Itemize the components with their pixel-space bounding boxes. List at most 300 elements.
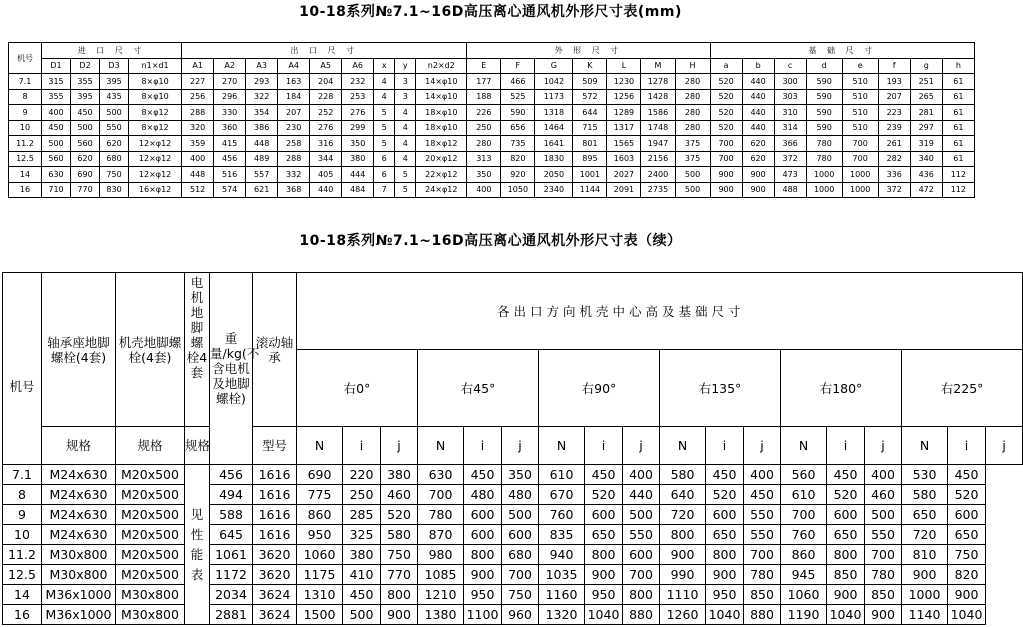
table-cell: 620 <box>100 136 129 152</box>
table-cell: 1947 <box>641 136 675 152</box>
table-cell: 230 <box>278 120 310 136</box>
table-cell: 372 <box>878 182 910 198</box>
table1-title: 10-18系列№7.1~16D高压离心通风机外形尺寸表(mm) <box>299 4 682 20</box>
table-cell: 325 <box>343 525 381 545</box>
table-cell: 315 <box>42 74 71 90</box>
table-cell: 297 <box>910 120 942 136</box>
table-cell: 895 <box>573 151 607 167</box>
table-cell: 600 <box>502 525 539 545</box>
table-cell: 18×φ10 <box>416 120 467 136</box>
table-cell: 456 <box>214 151 246 167</box>
table-cell: 650 <box>827 525 865 545</box>
table-cell: 700 <box>502 565 539 585</box>
table-cell: 270 <box>214 74 246 90</box>
table-cell: 435 <box>100 89 129 105</box>
table-cell: 1464 <box>535 120 573 136</box>
table-cell: 1616 <box>253 525 297 545</box>
table-cell: 12×φ12 <box>129 151 182 167</box>
table-cell: 620 <box>742 151 774 167</box>
table-cell: 220 <box>343 465 381 485</box>
table-cell: 3620 <box>253 565 297 585</box>
table-cell: 332 <box>278 167 310 183</box>
table-row <box>9 120 975 136</box>
table-cell: 4 <box>395 136 416 152</box>
table-cell: 293 <box>246 74 278 90</box>
table-cell: 282 <box>878 151 910 167</box>
col-header: n2×d2 <box>416 58 467 74</box>
table-cell: 800 <box>623 585 660 605</box>
table-cell: 900 <box>710 167 742 183</box>
table-cell: 450 <box>827 465 865 485</box>
header-base: 基 础 尺 寸 <box>710 43 974 59</box>
table-cell: 500 <box>675 167 710 183</box>
table-cell: 700 <box>781 505 827 525</box>
table-cell: 4 <box>395 120 416 136</box>
table-cell: 500 <box>343 605 381 625</box>
direction-header: 右225° <box>902 350 1023 427</box>
table-cell: 700 <box>865 545 902 565</box>
table-row <box>9 182 975 198</box>
table-cell: M20x500 <box>116 505 185 525</box>
table-cell: 520 <box>706 485 744 505</box>
table-cell: 900 <box>660 545 706 565</box>
table-cell: 590 <box>806 105 842 121</box>
table-cell: 1318 <box>535 105 573 121</box>
table-cell: 163 <box>278 74 310 90</box>
table-cell: 355 <box>42 89 71 105</box>
table-cell: 656 <box>501 120 535 136</box>
header2-spec3: 规格 <box>185 427 210 465</box>
table-cell: M20x500 <box>116 465 185 485</box>
table-cell: 520 <box>585 485 623 505</box>
table-cell: 1061 <box>210 545 253 565</box>
table-cell: 780 <box>744 565 781 585</box>
table-cell: 8×φ12 <box>129 105 182 121</box>
table-cell: 550 <box>865 525 902 545</box>
table-cell: 520 <box>948 485 986 505</box>
row-machine-no: 12.5 <box>3 565 42 585</box>
table-cell: 1586 <box>641 105 675 121</box>
table-cell: 1140 <box>902 605 948 625</box>
table-cell: 344 <box>310 151 342 167</box>
sub-col-header: i <box>343 427 381 465</box>
table-cell: 440 <box>742 105 774 121</box>
table-cell: 500 <box>71 120 100 136</box>
table-cell: 510 <box>842 120 878 136</box>
table-cell: 330 <box>214 105 246 121</box>
table-cell: 280 <box>675 120 710 136</box>
table-cell: 680 <box>502 545 539 565</box>
table-cell: 448 <box>182 167 214 183</box>
table-cell: 557 <box>246 167 278 183</box>
col-header: x <box>374 58 395 74</box>
table-cell: M36x1000 <box>42 605 116 625</box>
table-cell: 14×φ10 <box>416 89 467 105</box>
sub-col-header: N <box>902 427 948 465</box>
table-cell: 18×φ10 <box>416 105 467 121</box>
table-cell: 336 <box>878 167 910 183</box>
table-cell: 299 <box>342 120 374 136</box>
table-cell: 1172 <box>210 565 253 585</box>
table-cell: 1616 <box>253 485 297 505</box>
table-cell: 900 <box>710 182 742 198</box>
row-machine-no: 14 <box>9 167 42 183</box>
header2-bearing-bolt: 轴承座地脚螺栓(4套) <box>42 273 116 427</box>
table-cell: 1175 <box>297 565 343 585</box>
table-cell: 700 <box>623 565 660 585</box>
table-cell: 494 <box>210 485 253 505</box>
table-cell: 820 <box>501 151 535 167</box>
header-inlet: 进 口 尺 寸 <box>42 43 182 59</box>
table-cell: 310 <box>774 105 806 121</box>
table-cell: 61 <box>942 136 974 152</box>
table-cell: 316 <box>310 136 342 152</box>
table-cell: 775 <box>297 485 343 505</box>
sub-col-header: j <box>744 427 781 465</box>
table-cell: 280 <box>675 74 710 90</box>
table-cell: 1085 <box>418 565 464 585</box>
table-cell: 350 <box>342 136 374 152</box>
table-cell: 3624 <box>253 585 297 605</box>
table-cell: 355 <box>71 74 100 90</box>
table-cell: 850 <box>865 585 902 605</box>
table-cell: 2156 <box>641 151 675 167</box>
table-cell: 1260 <box>660 605 706 625</box>
table-cell: 530 <box>902 465 948 485</box>
table-cell: 4 <box>374 74 395 90</box>
table-cell: M24x630 <box>42 485 116 505</box>
table-cell: 880 <box>623 605 660 625</box>
table-cell: 950 <box>585 585 623 605</box>
table-cell: 510 <box>842 74 878 90</box>
table-cell: 1040 <box>585 605 623 625</box>
table-cell: 2881 <box>210 605 253 625</box>
table-cell: 600 <box>827 505 865 525</box>
table-cell: 950 <box>297 525 343 545</box>
table-cell: M20x500 <box>116 525 185 545</box>
direction-header: 右90° <box>539 350 660 427</box>
table-cell: 8×φ12 <box>129 120 182 136</box>
table-cell: 466 <box>501 74 535 90</box>
table-cell: 5 <box>395 167 416 183</box>
table-cell: 440 <box>742 120 774 136</box>
table-cell: 61 <box>942 151 974 167</box>
table-cell: 5 <box>395 182 416 198</box>
table-cell: 2400 <box>641 167 675 183</box>
sub-col-header: i <box>827 427 865 465</box>
table-cell: 5 <box>374 105 395 121</box>
table-cell: 258 <box>278 136 310 152</box>
table-cell: 780 <box>806 151 842 167</box>
table-cell: 1748 <box>641 120 675 136</box>
row-machine-no: 10 <box>9 120 42 136</box>
col-header: e <box>842 58 878 74</box>
table-cell: M20x500 <box>116 545 185 565</box>
table-cell: 1310 <box>297 585 343 605</box>
row-machine-no: 8 <box>3 485 42 505</box>
header2-center-height: 各出口方向机壳中心高及基础尺寸 <box>297 273 1023 350</box>
table-cell: 4 <box>395 151 416 167</box>
table-cell: 509 <box>573 74 607 90</box>
table-cell: 6 <box>374 167 395 183</box>
direction-header: 右135° <box>660 350 781 427</box>
table-cell: 276 <box>310 120 342 136</box>
table-cell: 600 <box>464 505 502 525</box>
row-machine-no: 12.5 <box>9 151 42 167</box>
header2-casing-bolt: 机壳地脚螺栓(4套) <box>116 273 185 427</box>
table-cell: 850 <box>827 565 865 585</box>
table-cell: 440 <box>742 89 774 105</box>
table-cell: 3620 <box>253 545 297 565</box>
table-cell: M30x800 <box>116 585 185 605</box>
table-cell: 560 <box>781 465 827 485</box>
table-cell: 700 <box>710 151 742 167</box>
table-cell: 460 <box>381 485 418 505</box>
table-cell: 520 <box>827 485 865 505</box>
table-cell: 700 <box>842 151 878 167</box>
table-cell: 3624 <box>253 605 297 625</box>
sub-col-header: j <box>623 427 660 465</box>
table-cell: 650 <box>706 525 744 545</box>
table-cell: 366 <box>774 136 806 152</box>
table-cell: 7 <box>374 182 395 198</box>
header2-weight: 重量/kg(不含电机及地脚螺栓) <box>210 273 253 465</box>
table-cell: 770 <box>381 565 418 585</box>
table-cell: 232 <box>342 74 374 90</box>
table-cell: 456 <box>210 465 253 485</box>
table-cell: 380 <box>342 151 374 167</box>
table-cell: 2027 <box>607 167 641 183</box>
table-cell: 313 <box>467 151 501 167</box>
table-cell: 489 <box>246 151 278 167</box>
table-cell: 600 <box>948 505 986 525</box>
table-cell: 750 <box>381 545 418 565</box>
table-cell: 228 <box>310 89 342 105</box>
col-header: c <box>774 58 806 74</box>
table-cell: 900 <box>742 182 774 198</box>
table-cell: 400 <box>467 182 501 198</box>
table-cell: 375 <box>675 136 710 152</box>
table-cell: 18×φ12 <box>416 136 467 152</box>
table-cell: 520 <box>710 74 742 90</box>
table-cell: 650 <box>585 525 623 545</box>
table-cell: 444 <box>342 167 374 183</box>
table-cell: 8×φ10 <box>129 89 182 105</box>
table-row <box>3 485 1023 505</box>
table-cell: 860 <box>781 545 827 565</box>
sub-col-header: N <box>660 427 706 465</box>
table-cell: 1035 <box>539 565 585 585</box>
table-cell: 1040 <box>948 605 986 625</box>
table-cell: 520 <box>710 105 742 121</box>
table-cell: 480 <box>464 485 502 505</box>
table-cell: 900 <box>706 565 744 585</box>
table-cell: 1500 <box>297 605 343 625</box>
row-machine-no: 14 <box>3 585 42 605</box>
table-cell: 1000 <box>842 182 878 198</box>
table-cell: 800 <box>381 585 418 605</box>
table-cell: 280 <box>675 89 710 105</box>
table-cell: 710 <box>42 182 71 198</box>
dimension-table <box>8 42 975 198</box>
table-cell: 520 <box>710 120 742 136</box>
table-cell: 6 <box>374 151 395 167</box>
table-row <box>3 585 1023 605</box>
table-cell: 112 <box>942 182 974 198</box>
sub-col-header: j <box>502 427 539 465</box>
table-cell: 990 <box>660 565 706 585</box>
table-cell: 340 <box>910 151 942 167</box>
col-header: D2 <box>71 58 100 74</box>
table-cell: 261 <box>878 136 910 152</box>
table-cell: 450 <box>42 120 71 136</box>
table-cell: 600 <box>706 505 744 525</box>
table-cell: 700 <box>842 136 878 152</box>
table-cell: 252 <box>310 105 342 121</box>
table-cell: 572 <box>573 89 607 105</box>
table-cell: 650 <box>902 505 948 525</box>
table-cell: 800 <box>827 545 865 565</box>
sub-col-header: i <box>948 427 986 465</box>
table-cell: 281 <box>910 105 942 121</box>
table-cell: 590 <box>806 89 842 105</box>
table-row <box>9 136 975 152</box>
table-cell: 780 <box>865 565 902 585</box>
table-cell: 380 <box>381 465 418 485</box>
table-cell: 680 <box>100 151 129 167</box>
table-cell: 610 <box>781 485 827 505</box>
table-cell: 3 <box>395 89 416 105</box>
table-cell: 177 <box>467 74 501 90</box>
table-cell: 500 <box>675 182 710 198</box>
col-header: D1 <box>42 58 71 74</box>
table-cell: 630 <box>418 465 464 485</box>
table-cell: 436 <box>910 167 942 183</box>
col-header: h <box>942 58 974 74</box>
table-cell: 1190 <box>781 605 827 625</box>
table-cell: 588 <box>210 505 253 525</box>
table-cell: 700 <box>710 136 742 152</box>
header2-rolling-bearing: 滚动轴承 <box>253 273 297 427</box>
continuation-table <box>2 272 1023 625</box>
table-cell: 314 <box>774 120 806 136</box>
table-cell: 750 <box>100 167 129 183</box>
table-cell: 12×φ12 <box>129 167 182 183</box>
table-cell: 760 <box>539 505 585 525</box>
table-cell: M30x800 <box>42 545 116 565</box>
table-cell: 2735 <box>641 182 675 198</box>
col-header: A1 <box>182 58 214 74</box>
col-header: F <box>501 58 535 74</box>
row-machine-no: 7.1 <box>9 74 42 90</box>
table-cell: 473 <box>774 167 806 183</box>
table-cell: 580 <box>902 485 948 505</box>
col-header: H <box>675 58 710 74</box>
col-header: K <box>573 58 607 74</box>
table-cell: 940 <box>539 545 585 565</box>
sub-col-header: N <box>781 427 827 465</box>
table-row <box>9 89 975 105</box>
table-cell: M20x500 <box>116 485 185 505</box>
table-cell: 560 <box>71 136 100 152</box>
table-cell: 800 <box>660 525 706 545</box>
table-cell: 1050 <box>501 182 535 198</box>
table-cell: 227 <box>182 74 214 90</box>
table-cell: 700 <box>744 545 781 565</box>
table-cell: 500 <box>623 505 660 525</box>
table-cell: 61 <box>942 89 974 105</box>
table-cell: 1210 <box>418 585 464 605</box>
table-cell: 1000 <box>806 182 842 198</box>
table-cell: 448 <box>246 136 278 152</box>
table-cell: 900 <box>948 585 986 605</box>
col-header: A6 <box>342 58 374 74</box>
table-cell: 1278 <box>641 74 675 90</box>
table-row <box>9 74 975 90</box>
table-cell: 670 <box>539 485 585 505</box>
table-cell: 621 <box>246 182 278 198</box>
table-cell: 520 <box>381 505 418 525</box>
table-row <box>3 565 1023 585</box>
table-cell: 2340 <box>535 182 573 198</box>
table-cell: 550 <box>744 525 781 545</box>
table-cell: 2034 <box>210 585 253 605</box>
table-cell: 3 <box>395 74 416 90</box>
table-cell: 251 <box>910 74 942 90</box>
table-cell: 488 <box>774 182 806 198</box>
table-cell: 322 <box>246 89 278 105</box>
table-cell: 735 <box>501 136 535 152</box>
table-cell: 440 <box>623 485 660 505</box>
table-cell: 400 <box>623 465 660 485</box>
table-cell: 285 <box>343 505 381 525</box>
table-cell: M24x630 <box>42 505 116 525</box>
table-cell: 250 <box>467 120 501 136</box>
table-cell: 184 <box>278 89 310 105</box>
table-cell: 280 <box>467 136 501 152</box>
table-cell: 1042 <box>535 74 573 90</box>
table-cell: 1230 <box>607 74 641 90</box>
table-cell: 1428 <box>641 89 675 105</box>
table-cell: 8×φ10 <box>129 74 182 90</box>
table-cell: 516 <box>214 167 246 183</box>
table-cell: 226 <box>467 105 501 121</box>
table-cell: 900 <box>381 605 418 625</box>
table-cell: 800 <box>464 545 502 565</box>
header2-model: 型号 <box>253 427 297 465</box>
col-header: y <box>395 58 416 74</box>
table-cell: 372 <box>774 151 806 167</box>
table-cell: 1641 <box>535 136 573 152</box>
table-cell: 770 <box>71 182 100 198</box>
table-cell: 500 <box>42 136 71 152</box>
row-machine-no: 9 <box>9 105 42 121</box>
table-cell: 900 <box>902 565 948 585</box>
table-cell: 690 <box>71 167 100 183</box>
table-cell: 950 <box>706 585 744 605</box>
table-cell: 450 <box>464 465 502 485</box>
table-cell: 560 <box>42 151 71 167</box>
sub-col-header: i <box>585 427 623 465</box>
table-cell: 350 <box>467 167 501 183</box>
table-cell: 440 <box>310 182 342 198</box>
table-cell: 253 <box>342 89 374 105</box>
table-cell: 870 <box>418 525 464 545</box>
table-cell: M30x800 <box>116 605 185 625</box>
table-cell: M24x630 <box>42 465 116 485</box>
table-cell: 112 <box>942 167 974 183</box>
sub-col-header: j <box>865 427 902 465</box>
